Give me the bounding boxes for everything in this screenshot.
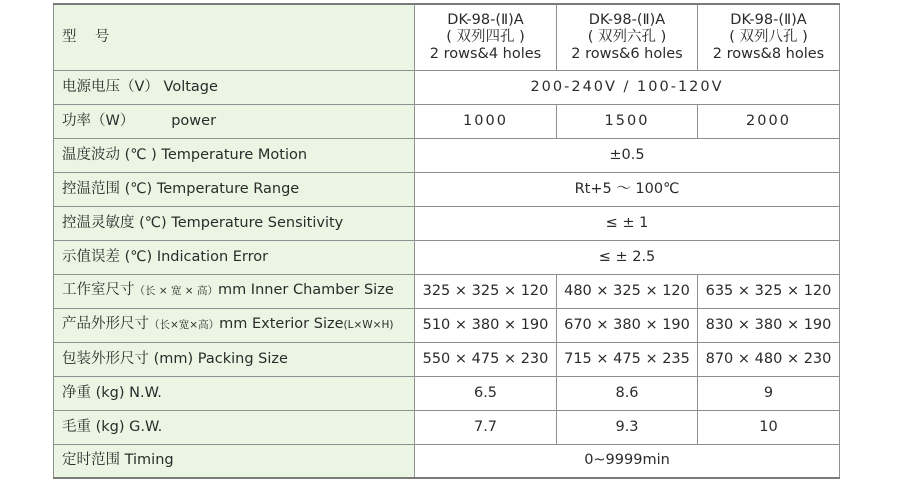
inner-size-value: 635 × 325 × 120	[698, 274, 840, 308]
gw-value: 10	[698, 410, 840, 444]
model-desc-cn: ( 双列八孔 )	[729, 28, 808, 45]
temp-sensitivity-label: 控温灵敏度 (℃) Temperature Sensitivity	[54, 206, 415, 240]
packing-size-value: 870 × 480 × 230	[698, 342, 840, 376]
model-name: DK-98-(Ⅱ)A	[588, 11, 666, 28]
voltage-label: 电源电压（V） Voltage	[54, 70, 415, 104]
temp-motion-row	[54, 138, 840, 172]
nw-value: 9	[698, 376, 840, 410]
inner-size-value: 480 × 325 × 120	[557, 274, 698, 308]
inner-size-label-cn: 工作室尺寸	[62, 282, 135, 298]
model-header-8-holes	[698, 4, 840, 70]
model-name: DK-98-(Ⅱ)A	[730, 11, 807, 28]
model-name: DK-98-(Ⅱ)A	[447, 11, 524, 28]
model-desc-en: 2 rows&8 holes	[712, 45, 825, 62]
power-value: 2000	[698, 104, 840, 138]
model-desc-en: 2 rows&6 holes	[571, 45, 683, 62]
timing-value: 0~9999min	[415, 444, 840, 478]
timing-row	[54, 444, 840, 478]
power-row	[54, 104, 840, 138]
gw-label: 毛重 (kg) G.W.	[54, 410, 415, 444]
inner-size-label-en: mm Inner Chamber Size	[217, 282, 394, 298]
timing-label: 定时范围 Timing	[54, 444, 415, 478]
power-label: 功率（W） power	[54, 104, 415, 138]
power-value: 1500	[557, 104, 698, 138]
gw-row	[54, 410, 840, 444]
model-desc-cn: ( 双列四孔 )	[446, 28, 525, 45]
model-header-6-holes	[557, 4, 698, 70]
nw-row	[54, 376, 840, 410]
indication-error-row	[54, 240, 840, 274]
nw-label: 净重 (kg) N.W.	[54, 376, 415, 410]
voltage-row	[54, 70, 840, 104]
exterior-size-value: 830 × 380 × 190	[698, 308, 840, 342]
exterior-size-label-dims: （长×宽×高）	[149, 319, 220, 331]
temp-motion-label: 温度波动 (℃ ) Temperature Motion	[54, 138, 415, 172]
exterior-size-label-en: mm Exterior Size	[219, 316, 344, 332]
voltage-value: 200-240V / 100-120V	[415, 70, 840, 104]
inner-size-label-dims: （长 × 宽 × 高）	[134, 285, 218, 297]
inner-size-value: 325 × 325 × 120	[415, 274, 557, 308]
power-value: 1000	[415, 104, 557, 138]
temp-motion-value: ±0.5	[415, 138, 840, 172]
exterior-size-label-cn: 产品外形尺寸	[62, 316, 149, 332]
packing-size-value: 715 × 475 × 235	[557, 342, 698, 376]
model-label: 型 号	[54, 4, 415, 70]
exterior-size-value: 670 × 380 × 190	[557, 308, 698, 342]
exterior-size-label-lwh: (L×W×H)	[343, 319, 394, 331]
temp-sensitivity-row	[54, 206, 840, 240]
exterior-size-value: 510 × 380 × 190	[415, 308, 557, 342]
spec-table	[53, 3, 840, 479]
temp-range-value: Rt+5 ～ 100℃	[415, 172, 840, 206]
indication-error-value: ≤ ± 2.5	[415, 240, 840, 274]
model-desc-en: 2 rows&4 holes	[429, 45, 542, 62]
inner-size-row	[54, 274, 840, 308]
temp-range-row	[54, 172, 840, 206]
exterior-size-row	[54, 308, 840, 342]
exterior-size-label	[54, 308, 415, 342]
packing-size-value: 550 × 475 × 230	[415, 342, 557, 376]
nw-value: 8.6	[557, 376, 698, 410]
header-row	[54, 4, 840, 70]
inner-size-label	[54, 274, 415, 308]
model-desc-cn: ( 双列六孔 )	[587, 28, 667, 45]
gw-value: 7.7	[415, 410, 557, 444]
gw-value: 9.3	[557, 410, 698, 444]
model-header-4-holes	[415, 4, 557, 70]
temp-range-label: 控温范围 (℃) Temperature Range	[54, 172, 415, 206]
packing-size-label: 包装外形尺寸 (mm) Packing Size	[54, 342, 415, 376]
packing-size-row	[54, 342, 840, 376]
temp-sensitivity-value: ≤ ± 1	[415, 206, 840, 240]
indication-error-label: 示值误差 (℃) Indication Error	[54, 240, 415, 274]
nw-value: 6.5	[415, 376, 557, 410]
